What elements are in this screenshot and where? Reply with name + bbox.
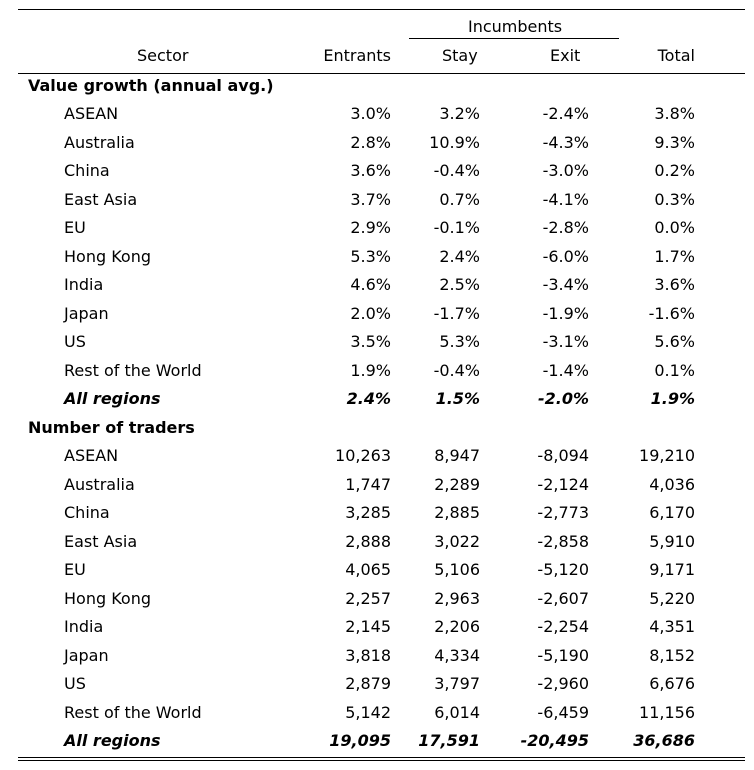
cell-total: 5,220 <box>649 589 695 608</box>
cell-exit: -6.0% <box>542 247 589 266</box>
cell-total: 0.3% <box>654 190 695 209</box>
cell-stay: 3.2% <box>439 104 480 123</box>
cell-entrants: 2,257 <box>345 589 391 608</box>
cell-stay: 2,885 <box>434 503 480 522</box>
section-title-row <box>18 72 745 101</box>
table-row <box>18 129 745 158</box>
table-row <box>18 499 745 528</box>
cell-entrants: 3.6% <box>350 161 391 180</box>
cell-entrants: 5,142 <box>345 703 391 722</box>
row-label: All regions <box>64 731 161 750</box>
table-row <box>18 670 745 699</box>
table-row <box>18 642 745 671</box>
table-row <box>18 100 745 129</box>
cell-total: 5.6% <box>654 332 695 351</box>
cell-entrants: 3,818 <box>345 646 391 665</box>
bottom-rule <box>18 757 745 758</box>
cell-stay: -0.4% <box>433 161 480 180</box>
table-row <box>18 300 745 329</box>
row-label: Rest of the World <box>64 703 202 722</box>
cell-exit: -8,094 <box>537 446 589 465</box>
cell-stay: 10.9% <box>429 133 480 152</box>
cell-entrants: 2,888 <box>345 532 391 551</box>
row-label: US <box>64 674 86 693</box>
header-stay: Stay <box>442 46 478 65</box>
cell-total: 9.3% <box>654 133 695 152</box>
table-row <box>18 328 745 357</box>
total-row <box>18 727 745 756</box>
cell-stay: -1.7% <box>433 304 480 323</box>
cell-exit: -2,607 <box>537 589 589 608</box>
cell-total: 5,910 <box>649 532 695 551</box>
header-exit: Exit <box>550 46 581 65</box>
cell-stay: 5.3% <box>439 332 480 351</box>
cell-exit: -4.1% <box>542 190 589 209</box>
cell-stay: 0.7% <box>439 190 480 209</box>
cell-total: 6,676 <box>649 674 695 693</box>
cell-stay: 2.5% <box>439 275 480 294</box>
cell-entrants: 4,065 <box>345 560 391 579</box>
cell-total: 1.7% <box>654 247 695 266</box>
cell-exit: -2,773 <box>537 503 589 522</box>
table-row <box>18 585 745 614</box>
cell-entrants: 2.9% <box>350 218 391 237</box>
cell-entrants: 2.0% <box>350 304 391 323</box>
cell-exit: -3.1% <box>542 332 589 351</box>
header-entrants: Entrants <box>323 46 391 65</box>
total-row <box>18 385 745 414</box>
cell-entrants: 1,747 <box>345 475 391 494</box>
cell-stay: 5,106 <box>434 560 480 579</box>
row-label: China <box>64 161 110 180</box>
cell-exit: -5,120 <box>537 560 589 579</box>
cell-entrants: 10,263 <box>335 446 391 465</box>
cell-entrants: 3.5% <box>350 332 391 351</box>
cell-stay: -0.4% <box>433 361 480 380</box>
table-row <box>18 271 745 300</box>
cell-exit: -1.9% <box>542 304 589 323</box>
header-sector: Sector <box>137 46 189 65</box>
header-incumbents: Incumbents <box>468 17 563 36</box>
cell-total: -1.6% <box>648 304 695 323</box>
cell-stay: 2,289 <box>434 475 480 494</box>
cell-stay: 1.5% <box>435 389 480 408</box>
cell-total: 0.2% <box>654 161 695 180</box>
row-label: Hong Kong <box>64 247 151 266</box>
cell-stay: 2,206 <box>434 617 480 636</box>
cell-entrants: 3,285 <box>345 503 391 522</box>
cell-stay: 4,334 <box>434 646 480 665</box>
row-label: EU <box>64 560 86 579</box>
table-row <box>18 528 745 557</box>
row-label: All regions <box>64 389 161 408</box>
cell-exit: -2,960 <box>537 674 589 693</box>
row-label: China <box>64 503 110 522</box>
cell-stay: 3,022 <box>434 532 480 551</box>
cell-exit: -2,254 <box>537 617 589 636</box>
cell-entrants: 3.0% <box>350 104 391 123</box>
cell-exit: -6,459 <box>537 703 589 722</box>
row-label: Australia <box>64 475 135 494</box>
row-label: Japan <box>64 646 109 665</box>
cell-exit: -2.0% <box>537 389 589 408</box>
cell-stay: 2.4% <box>439 247 480 266</box>
cell-stay: 17,591 <box>418 731 480 750</box>
cell-stay: 3,797 <box>434 674 480 693</box>
cell-entrants: 2.8% <box>350 133 391 152</box>
cell-total: 4,036 <box>649 475 695 494</box>
row-label: Japan <box>64 304 109 323</box>
cell-total: 0.0% <box>654 218 695 237</box>
cell-total: 8,152 <box>649 646 695 665</box>
cell-exit: -2,858 <box>537 532 589 551</box>
row-label: ASEAN <box>64 446 119 465</box>
section-title: Number of traders <box>28 418 195 437</box>
table-row <box>18 442 745 471</box>
cell-total: 3.8% <box>654 104 695 123</box>
cell-total: 19,210 <box>639 446 695 465</box>
table-row <box>18 699 745 728</box>
table-row <box>18 357 745 386</box>
cell-entrants: 2,879 <box>345 674 391 693</box>
cell-total: 9,171 <box>649 560 695 579</box>
cell-exit: -2,124 <box>537 475 589 494</box>
row-label: Australia <box>64 133 135 152</box>
cell-total: 4,351 <box>649 617 695 636</box>
cell-exit: -1.4% <box>542 361 589 380</box>
cell-total: 0.1% <box>654 361 695 380</box>
cell-exit: -5,190 <box>537 646 589 665</box>
row-label: Rest of the World <box>64 361 202 380</box>
cell-entrants: 5.3% <box>350 247 391 266</box>
cell-entrants: 3.7% <box>350 190 391 209</box>
cell-exit: -4.3% <box>542 133 589 152</box>
cell-stay: 8,947 <box>434 446 480 465</box>
cell-total: 6,170 <box>649 503 695 522</box>
bottom-rule-second <box>18 760 745 761</box>
header-total: Total <box>657 46 695 65</box>
cell-total: 3.6% <box>654 275 695 294</box>
cell-entrants: 2,145 <box>345 617 391 636</box>
cell-stay: 6,014 <box>434 703 480 722</box>
section-title-row <box>18 414 745 443</box>
table-row <box>18 471 745 500</box>
cell-entrants: 2.4% <box>346 389 391 408</box>
row-label: ASEAN <box>64 104 119 123</box>
row-label: East Asia <box>64 532 138 551</box>
cell-exit: -2.4% <box>542 104 589 123</box>
cell-entrants: 19,095 <box>329 731 391 750</box>
row-label: US <box>64 332 86 351</box>
section-title: Value growth (annual avg.) <box>28 76 274 95</box>
table-row <box>18 613 745 642</box>
row-label: India <box>64 617 104 636</box>
cell-stay: -0.1% <box>433 218 480 237</box>
cell-exit: -3.0% <box>542 161 589 180</box>
row-label: East Asia <box>64 190 138 209</box>
incumbents-underline <box>409 38 619 39</box>
cell-stay: 2,963 <box>434 589 480 608</box>
row-label: India <box>64 275 104 294</box>
cell-total: 1.9% <box>650 389 695 408</box>
table-row <box>18 556 745 585</box>
cell-entrants: 4.6% <box>350 275 391 294</box>
cell-entrants: 1.9% <box>350 361 391 380</box>
cell-exit: -3.4% <box>542 275 589 294</box>
table-row <box>18 157 745 186</box>
row-label: EU <box>64 218 86 237</box>
table-row <box>18 243 745 272</box>
table-row <box>18 214 745 243</box>
row-label: Hong Kong <box>64 589 151 608</box>
cell-exit: -2.8% <box>542 218 589 237</box>
top-rule <box>18 9 745 10</box>
table-row <box>18 186 745 215</box>
cell-total: 36,686 <box>633 731 695 750</box>
cell-total: 11,156 <box>639 703 695 722</box>
cell-exit: -20,495 <box>520 731 589 750</box>
